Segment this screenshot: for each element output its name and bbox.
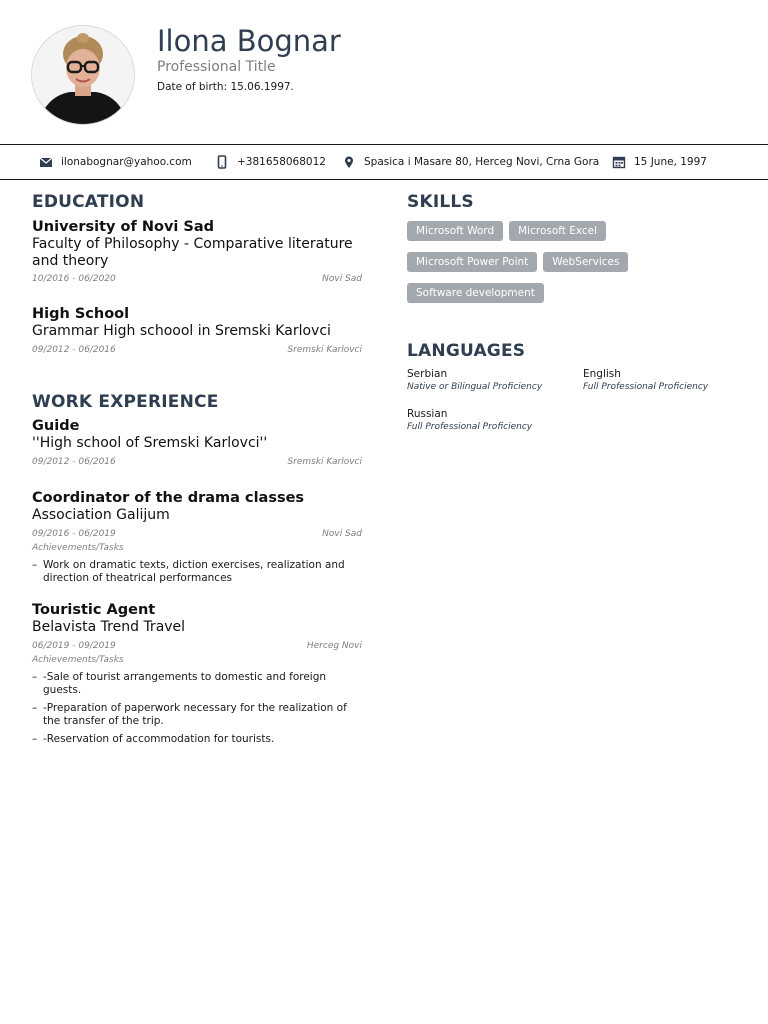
- task-text: -Reservation of accommodation for tourists.: [43, 732, 275, 745]
- entry-dates: 06/2019 - 09/2019: [32, 640, 116, 651]
- entry-dates: 09/2016 - 06/2019: [32, 528, 116, 539]
- language-name: Russian: [407, 408, 448, 420]
- job-role: Touristic Agent: [32, 602, 156, 618]
- company-name: ''High school of Sremski Karlovci'': [32, 435, 268, 451]
- language-item: [407, 408, 577, 434]
- language-level: Full Professional Proficiency: [583, 382, 709, 392]
- language-item: [583, 368, 753, 394]
- entry-dates: 09/2012 - 06/2016: [32, 456, 116, 467]
- entry-dates: 10/2016 - 06/2020: [32, 274, 116, 284]
- language-level: Native or Bilingual Proficiency: [407, 382, 543, 392]
- language-name: Serbian: [407, 368, 448, 380]
- entry-dates: 09/2012 - 06/2016: [32, 344, 116, 355]
- work-experience-heading: WORK EXPERIENCE: [32, 392, 219, 412]
- phone-text: +381658068012: [237, 155, 326, 168]
- skill-chip: WebServices: [543, 252, 628, 272]
- task-item: [32, 559, 362, 586]
- task-text: -Sale of tourist arrangements to domestic and foreign guests.: [43, 670, 327, 696]
- entry-meta: [32, 272, 362, 286]
- task-text: -Preparation of paperwork necessary for the realization of the transfer of the trip.: [43, 701, 347, 727]
- program-name: Faculty of Philosophy - Comparative literature and theory: [32, 236, 353, 269]
- contact-email[interactable]: [39, 145, 192, 178]
- entry-meta: [32, 343, 362, 357]
- envelope-icon: [39, 155, 53, 169]
- bullet-dash: –: [32, 670, 38, 683]
- date-text: 15 June, 1997: [634, 155, 707, 168]
- contact-phone[interactable]: [215, 145, 326, 178]
- entry-location: Novi Sad: [322, 528, 362, 539]
- skill-chip: Microsoft Power Point: [407, 252, 537, 272]
- task-item: [32, 733, 362, 747]
- skill-chip: Microsoft Excel: [509, 221, 606, 241]
- program-name: Grammar High schoool in Sremski Karlovci: [32, 323, 331, 339]
- company-name: Belavista Trend Travel: [32, 619, 186, 635]
- entry-meta: [32, 639, 362, 653]
- bullet-dash: –: [32, 558, 38, 571]
- contact-address: [342, 145, 599, 178]
- resume-header: [0, 0, 768, 144]
- mobile-phone-icon: [215, 155, 229, 169]
- address-text: Spasica i Masare 80, Herceg Novi, Crna Gora: [364, 155, 600, 168]
- education-entry: [32, 219, 362, 286]
- entry-meta: [32, 455, 362, 469]
- entry-location: Herceg Novi: [306, 640, 362, 651]
- achievements-label: Achievements/Tasks: [32, 542, 124, 553]
- professional-title: Professional Title: [157, 59, 276, 75]
- education-entry: [32, 306, 362, 357]
- language-level: Full Professional Proficiency: [407, 422, 533, 432]
- calendar-icon: [612, 155, 626, 169]
- entry-location: Sremski Karlovci: [287, 456, 362, 467]
- entry-meta: [32, 527, 362, 541]
- task-item: [32, 702, 362, 729]
- contact-bar: [0, 144, 768, 180]
- language-item: [407, 368, 577, 394]
- profile-photo: [32, 26, 134, 124]
- skill-chip: Software development: [407, 283, 544, 303]
- skills-list: [407, 221, 737, 314]
- work-entry: [32, 418, 362, 469]
- work-entry: [32, 602, 362, 746]
- achievements-label: Achievements/Tasks: [32, 654, 124, 665]
- institution-name: University of Novi Sad: [32, 219, 215, 235]
- entry-location: Sremski Karlovci: [287, 344, 362, 355]
- skill-chip: Microsoft Word: [407, 221, 503, 241]
- task-text: Work on dramatic texts, diction exercises, realization and direction of theatrical performances: [43, 558, 345, 584]
- job-role: Guide: [32, 418, 80, 434]
- date-of-birth: Date of birth: 15.06.1997.: [157, 81, 294, 93]
- work-entry: [32, 490, 362, 586]
- company-name: Association Galijum: [32, 507, 170, 523]
- entry-location: Novi Sad: [322, 274, 362, 284]
- candidate-name: Ilona Bognar: [157, 24, 341, 58]
- language-name: English: [583, 368, 621, 380]
- task-item: [32, 671, 362, 698]
- job-role: Coordinator of the drama classes: [32, 490, 305, 506]
- education-heading: EDUCATION: [32, 192, 145, 212]
- institution-name: High School: [32, 306, 130, 322]
- skills-heading: SKILLS: [407, 192, 474, 212]
- map-marker-icon: [342, 155, 356, 169]
- bullet-dash: –: [32, 701, 38, 714]
- contact-date: [612, 145, 707, 178]
- bullet-dash: –: [32, 732, 38, 745]
- email-text: ilonabognar@yahoo.com: [61, 155, 192, 168]
- languages-heading: LANGUAGES: [407, 341, 526, 361]
